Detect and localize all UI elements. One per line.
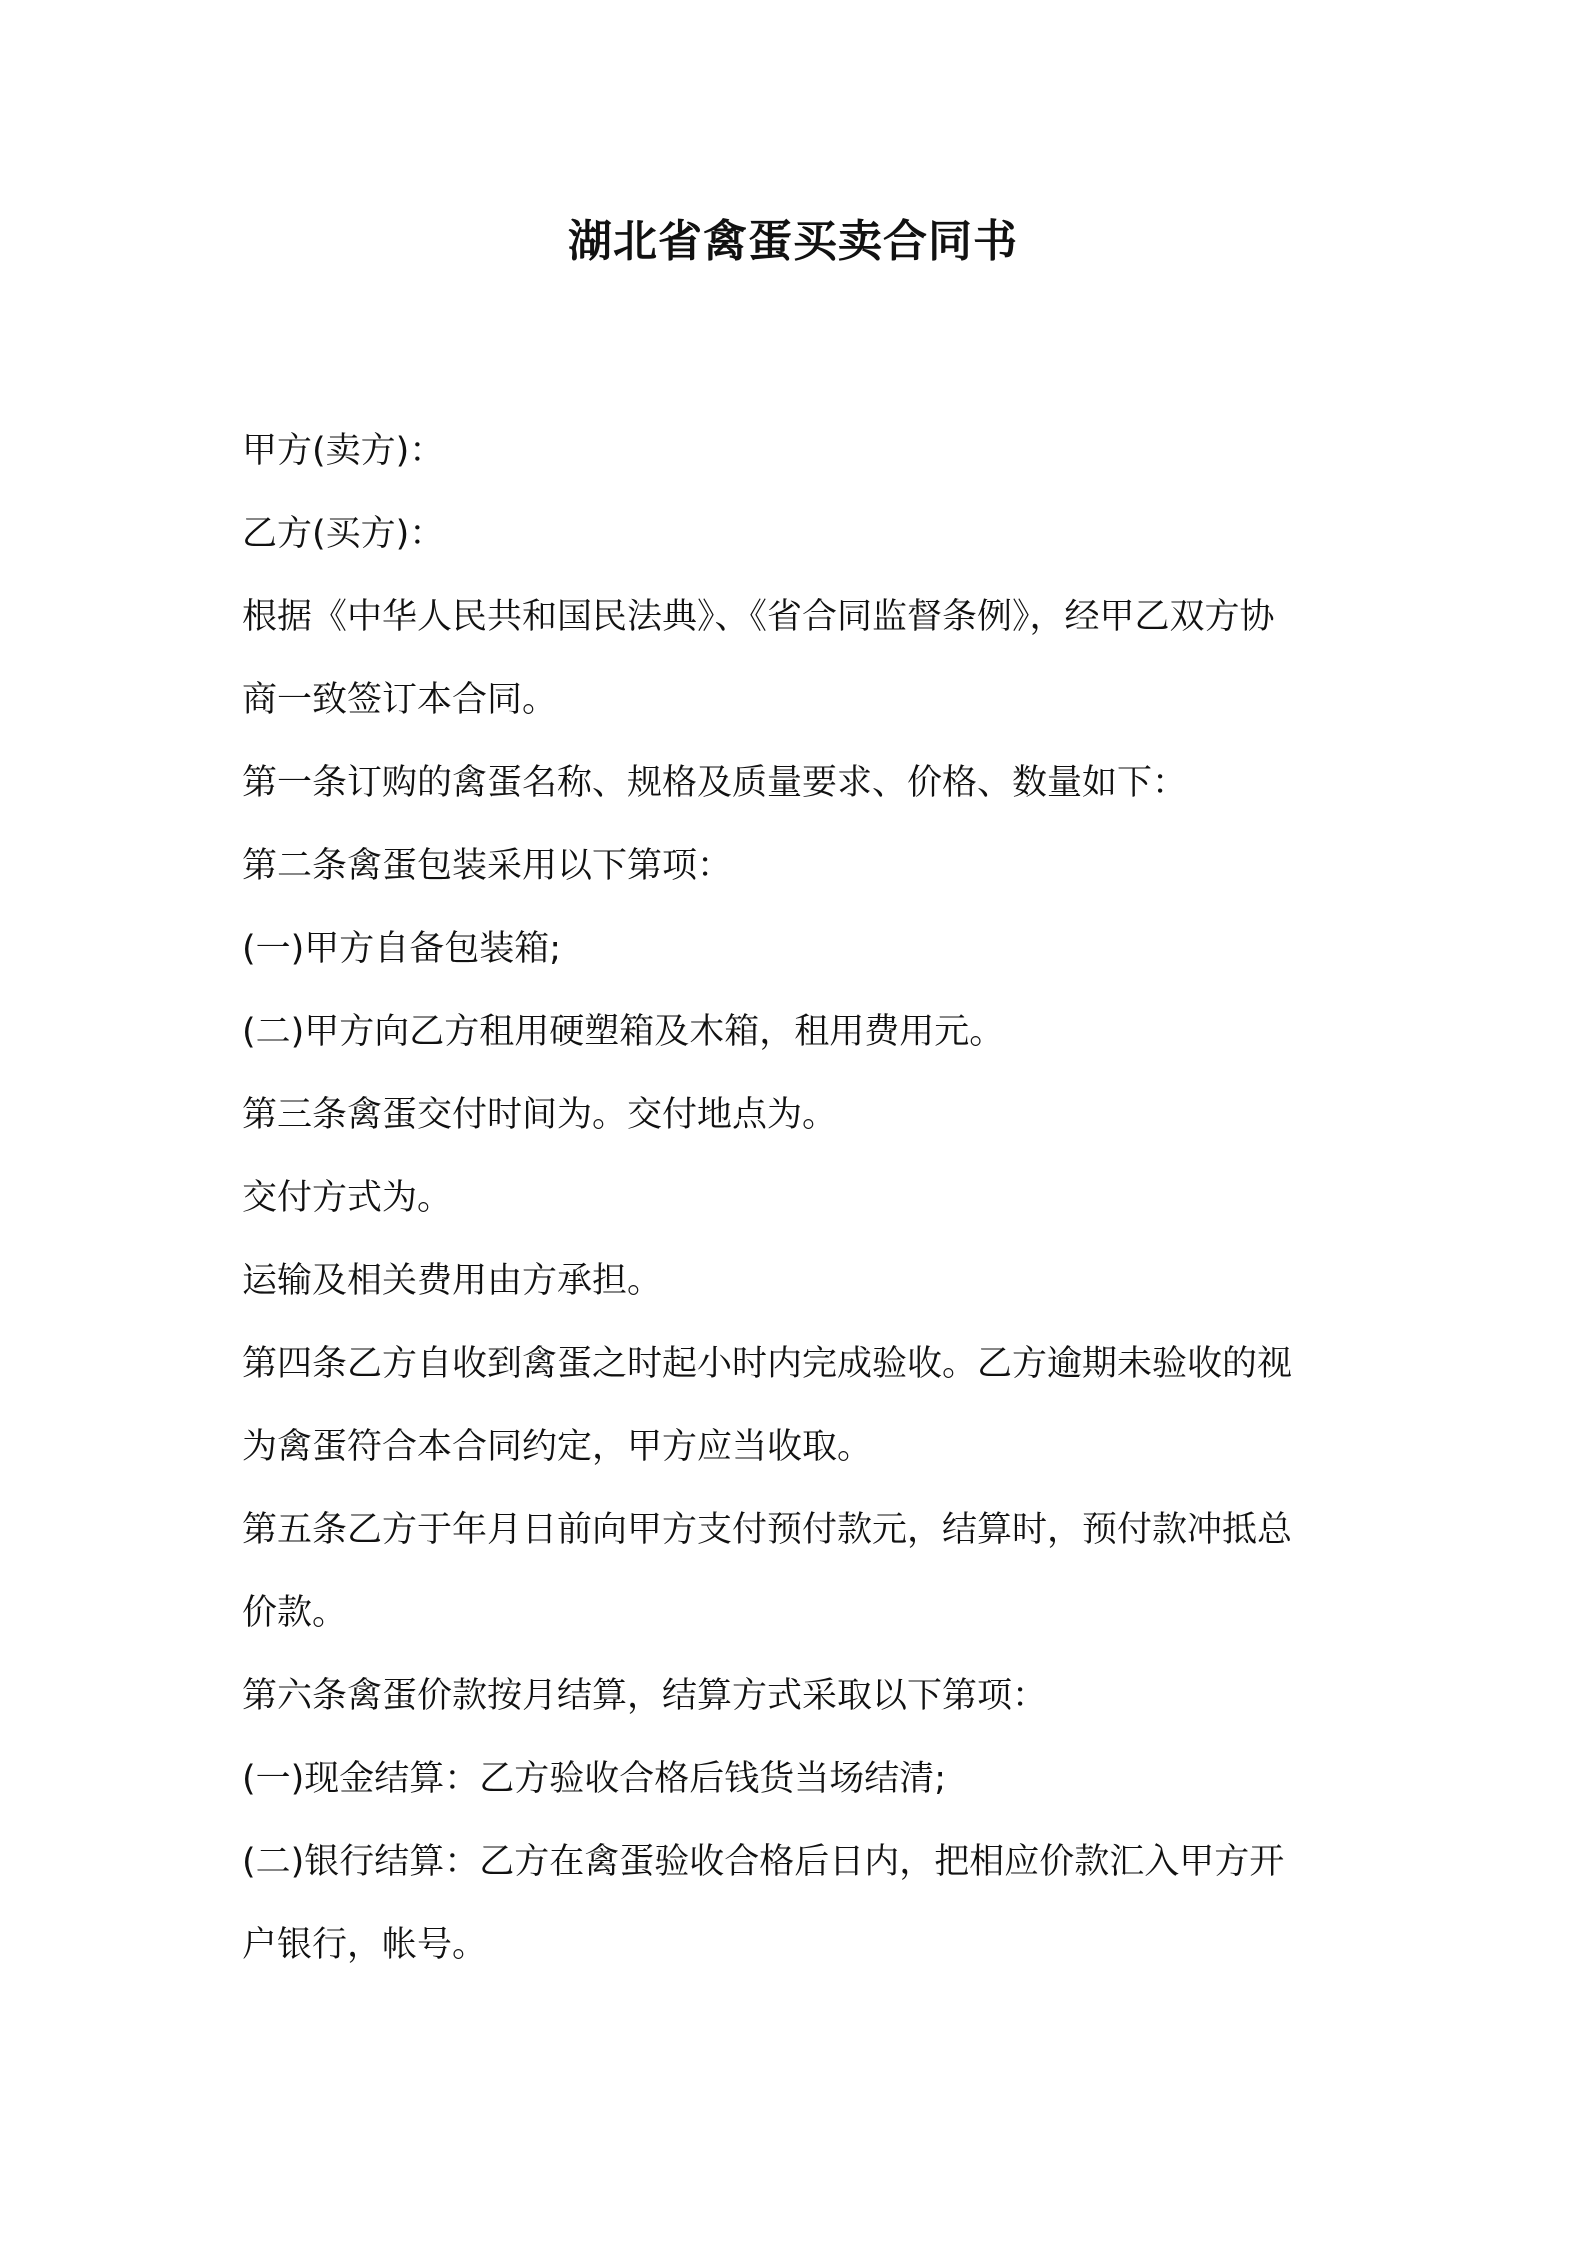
article-2-line: 第二条禽蛋包装采用以下第项： bbox=[242, 846, 733, 886]
article-6-item-2-line-1: (二)银行结算：乙方在禽蛋验收合格后日内，把相应价款汇入甲方开 bbox=[242, 1842, 1285, 1882]
article-2-item-2: (二)甲方向乙方租用硬塑箱及木箱，租用费用元。 bbox=[242, 1012, 1005, 1052]
article-6-item-1: (一)现金结算：乙方验收合格后钱货当场结清; bbox=[242, 1759, 947, 1799]
document-body bbox=[242, 410, 1362, 1987]
article-6-item-2-line-2: 户银行，帐号。 bbox=[242, 1925, 488, 1965]
article-3-line-2: 交付方式为。 bbox=[242, 1178, 453, 1218]
article-3-line-3: 运输及相关费用由方承担。 bbox=[242, 1261, 663, 1301]
party-a-line: 甲方(卖方)： bbox=[242, 431, 445, 471]
article-5-line-1: 第五条乙方于年月日前向甲方支付预付款元，结算时，预付款冲抵总 bbox=[242, 1510, 1293, 1550]
preamble-line-2: 商一致签订本合同。 bbox=[242, 680, 558, 720]
preamble-line-1: 根据《中华人民共和国民法典》、《省合同监督条例》，经甲乙双方协 bbox=[242, 597, 1275, 637]
article-1-line: 第一条订购的禽蛋名称、规格及质量要求、价格、数量如下： bbox=[242, 763, 1188, 803]
article-4-line-2: 为禽蛋符合本合同约定，甲方应当收取。 bbox=[242, 1427, 873, 1467]
document-title: 湖北省禽蛋买卖合同书 bbox=[568, 216, 1018, 267]
article-5-line-2: 价款。 bbox=[242, 1593, 348, 1633]
article-6-line: 第六条禽蛋价款按月结算，结算方式采取以下第项： bbox=[242, 1676, 1048, 1716]
party-b-line: 乙方(买方)： bbox=[242, 514, 445, 554]
article-4-line-1: 第四条乙方自收到禽蛋之时起小时内完成验收。乙方逾期未验收的视 bbox=[242, 1344, 1293, 1384]
article-2-item-1: (一)甲方自备包装箱; bbox=[242, 929, 562, 969]
article-3-line-1: 第三条禽蛋交付时间为。交付地点为。 bbox=[242, 1095, 838, 1135]
